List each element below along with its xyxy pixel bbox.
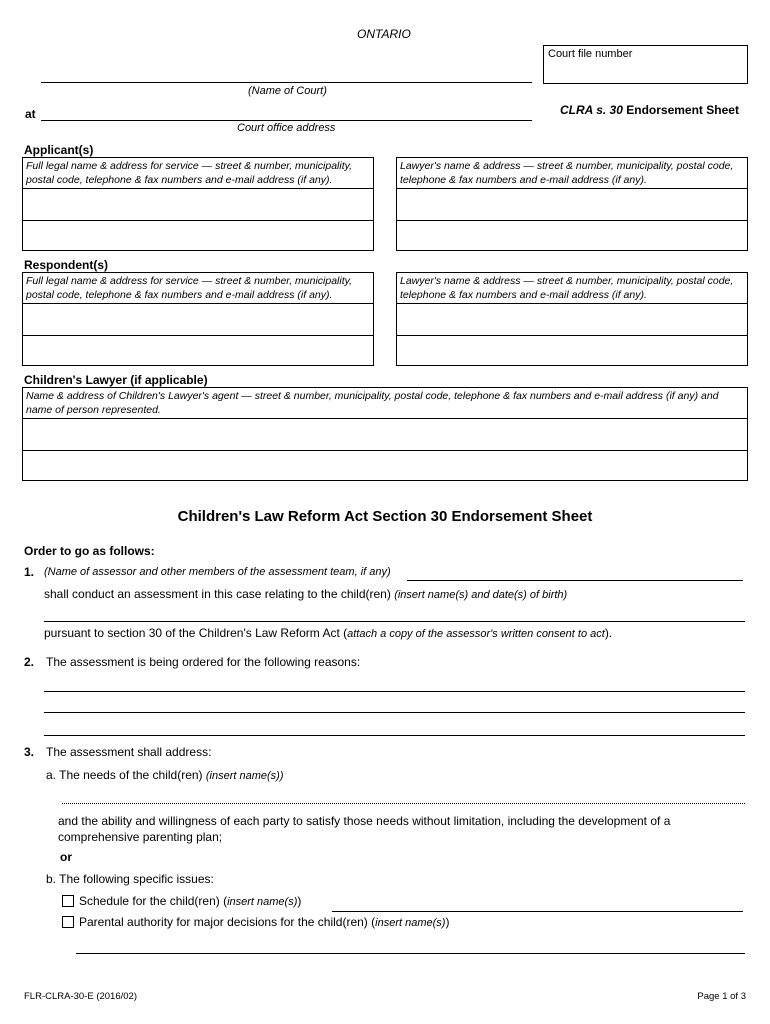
needs-text (46, 768, 284, 782)
schedule-end: ) (297, 894, 302, 908)
parental-authority-names-line[interactable] (76, 953, 745, 954)
row-divider (397, 303, 747, 304)
childrens-lawyer-heading: Children's Lawyer (if applicable) (24, 373, 208, 387)
childrens-lawyer-help-text: Name & address of Children's Lawyer's agent — street & number, municipality, postal code, telephone & fax numbers and e-mail address (if any) and name of person represented. (26, 390, 719, 416)
form-code: FLR-CLRA-30-E (2016/02) (24, 991, 137, 1002)
item2-text: The assessment is being ordered for the following reasons: (46, 655, 361, 669)
ability-text: and the ability and willingness of each party to satisfy those needs without limitation, including the development of a comprehensive parenting plan; (58, 814, 671, 844)
court-office-address-label: Court office address (237, 122, 336, 134)
item3-number: 3. (24, 745, 35, 759)
assessor-prompt: (Name of assessor and other members of the assessment team, if any) (44, 566, 391, 578)
parental-authority-text-main: Parental authority for major decisions for the child(ren) ( (79, 915, 376, 929)
court-file-number-box[interactable] (543, 45, 748, 84)
pursuant-text (44, 626, 612, 640)
row-divider (397, 188, 747, 189)
respondent-lawyer-box[interactable] (396, 272, 748, 366)
pursuant-hint: attach a copy of the assessor's written consent to act (347, 628, 605, 640)
conduct-hint: (insert name(s) and date(s) of birth) (394, 589, 568, 601)
pursuant-end: ). (604, 626, 613, 640)
applicant-lawyer-help-text: Lawyer's name & address — street & number, municipality, postal code, telephone & fax numbers and e-mail address (if any). (400, 160, 734, 186)
applicants-heading: Applicant(s) (24, 143, 94, 157)
row-divider (397, 220, 747, 221)
parental-authority-end: ) (445, 915, 450, 929)
applicant-help-text: Full legal name & address for service — street & number, municipality, postal code, telephone & fax numbers and e-mail address (if any). (26, 160, 353, 186)
reasons-line-3[interactable] (44, 735, 745, 736)
main-title: Children's Law Reform Act Section 30 Endorsement Sheet (177, 508, 593, 525)
at-label: at (25, 107, 36, 121)
row-divider (23, 450, 747, 451)
needs-names-line[interactable] (62, 803, 745, 804)
needs-hint: (insert name(s)) (205, 770, 284, 782)
pursuant-text-main: pursuant to section 30 of the Children's Law Reform Act ( (44, 626, 348, 640)
applicant-lawyer-box[interactable] (396, 157, 748, 251)
childrens-lawyer-box[interactable] (22, 387, 748, 481)
respondent-lawyer-help-text: Lawyer's name & address — street & number, municipality, postal code, telephone & fax numbers and e-mail address (if any). (400, 275, 734, 301)
respondent-help-text: Full legal name & address for service — street & number, municipality, postal code, telephone & fax numbers and e-mail address (if any). (26, 275, 353, 301)
item2-number: 2. (24, 655, 35, 669)
or-label: or (60, 850, 72, 864)
page-number: Page 1 of 3 (697, 991, 746, 1002)
court-address-line[interactable] (41, 120, 532, 121)
reasons-line-1[interactable] (44, 691, 745, 692)
sheet-title-rest: Endorsement Sheet (622, 103, 739, 117)
row-divider (23, 335, 373, 336)
province-label: ONTARIO (357, 27, 411, 41)
applicant-info-box[interactable] (22, 157, 374, 251)
schedule-hint: insert name(s) (227, 896, 298, 908)
reasons-line-2[interactable] (44, 712, 745, 713)
parental-authority-checkbox[interactable] (62, 916, 74, 928)
order-heading: Order to go as follows: (24, 544, 155, 558)
schedule-names-line[interactable] (332, 911, 743, 912)
respondent-info-box[interactable] (22, 272, 374, 366)
respondents-heading: Respondent(s) (24, 258, 108, 272)
schedule-text-main: Schedule for the child(ren) ( (79, 894, 228, 908)
assessor-name-line[interactable] (407, 580, 743, 581)
row-divider (23, 188, 373, 189)
schedule-text (79, 894, 301, 908)
conduct-text (44, 587, 567, 601)
specific-issues-text: b. The following specific issues: (46, 872, 214, 886)
children-names-line[interactable] (44, 621, 745, 622)
schedule-checkbox[interactable] (62, 895, 74, 907)
sheet-title (560, 103, 739, 117)
row-divider (397, 335, 747, 336)
sheet-title-italic: CLRA s. 30 (560, 103, 623, 117)
row-divider (23, 220, 373, 221)
item3-text: The assessment shall address: (46, 745, 212, 759)
needs-text-main: a. The needs of the child(ren) (46, 768, 206, 782)
parental-authority-hint: insert name(s) (375, 917, 446, 929)
parental-authority-text (79, 915, 449, 929)
row-divider (23, 303, 373, 304)
item1-number: 1. (24, 565, 35, 579)
name-of-court-label: (Name of Court) (248, 85, 327, 97)
conduct-text-main: shall conduct an assessment in this case relating to the child(ren) (44, 587, 395, 601)
name-of-court-line[interactable] (41, 82, 532, 83)
row-divider (23, 418, 747, 419)
court-file-number-label: Court file number (548, 48, 633, 60)
